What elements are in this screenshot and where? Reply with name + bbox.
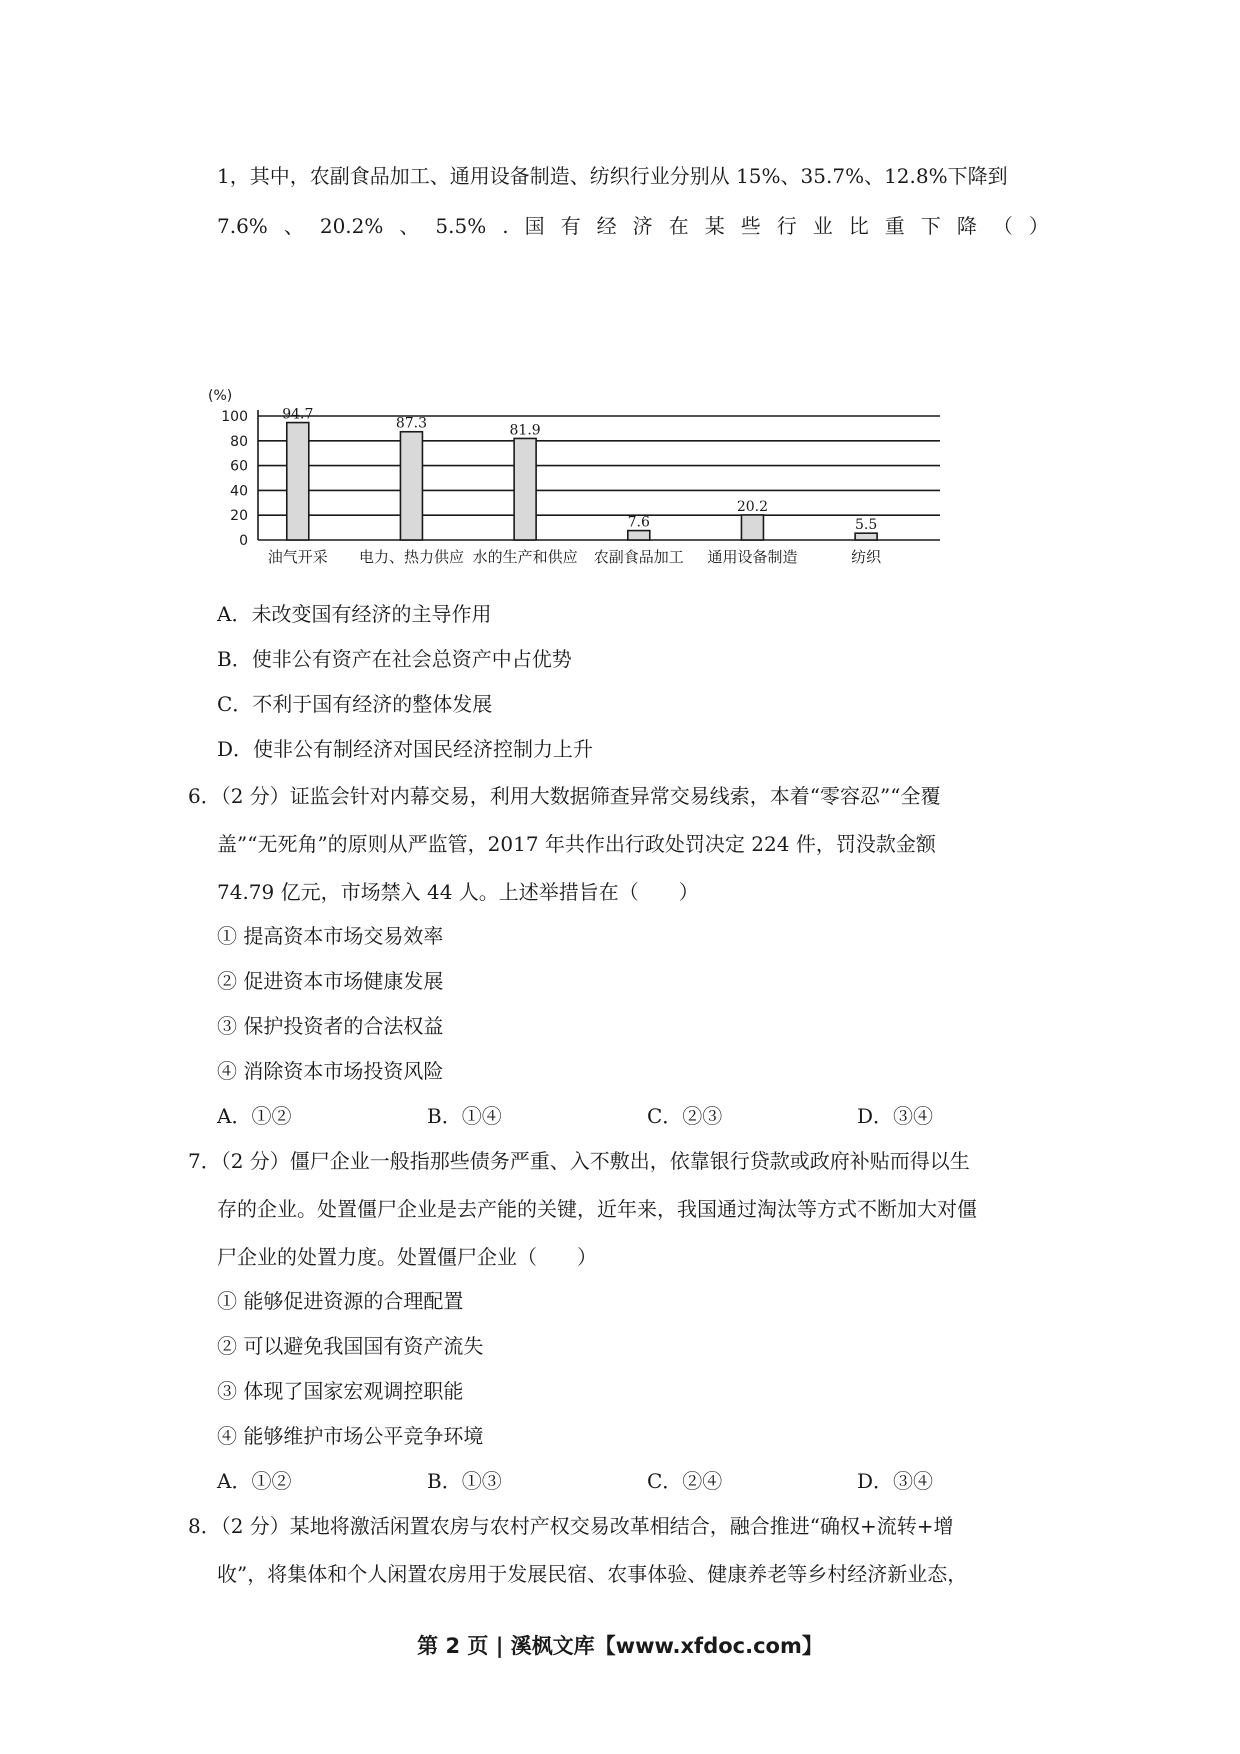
intro-line-2-token: 5.5% bbox=[435, 214, 487, 238]
q5-option-a[interactable]: A．未改变国有经济的主导作用 bbox=[217, 602, 492, 626]
intro-line-2-token: 重 bbox=[884, 214, 905, 238]
bar bbox=[628, 531, 650, 540]
intro-line-2-token: 些 bbox=[740, 214, 761, 238]
intro-line-2-token: 国 bbox=[524, 214, 545, 238]
q6-stem-line-3: 74.79 亿元，市场禁入 44 人。上述举措旨在（ ） bbox=[217, 880, 699, 904]
category-label: 电力、热力供应 bbox=[358, 548, 464, 566]
intro-line-2-token: 经 bbox=[596, 214, 617, 238]
bar-value-label: 7.6 bbox=[627, 514, 650, 531]
q7-item-4: ④ 能够维护市场公平竞争环境 bbox=[217, 1424, 484, 1448]
intro-line-2-token: 行 bbox=[776, 214, 797, 238]
q7-choice-a[interactable]: A．①② bbox=[217, 1469, 292, 1493]
category-label: 通用设备制造 bbox=[707, 548, 798, 566]
bar-value-label: 81.9 bbox=[509, 422, 541, 439]
y-tick-label: 20 bbox=[230, 508, 248, 525]
q6-item-1: ① 提高资本市场交易效率 bbox=[217, 924, 444, 948]
category-label: 纺织 bbox=[851, 548, 882, 566]
q6-item-4: ④ 消除资本市场投资风险 bbox=[217, 1059, 444, 1083]
category-label: 油气开采 bbox=[267, 548, 328, 566]
page-footer: 第 2 页 | 溪枫文库【www.xfdoc.com】 bbox=[417, 1634, 823, 1658]
q6-choice-d[interactable]: D．③④ bbox=[857, 1104, 934, 1128]
intro-line-2-token: 在 bbox=[668, 214, 689, 238]
q6-item-2: ② 促进资本市场健康发展 bbox=[217, 969, 444, 993]
intro-line-2-token: 业 bbox=[812, 214, 833, 238]
y-tick-label: 80 bbox=[230, 433, 248, 450]
bar-value-label: 87.3 bbox=[395, 415, 428, 432]
intro-line-2-token: 济 bbox=[632, 214, 653, 238]
q7-item-2: ② 可以避免我国国有资产流失 bbox=[217, 1334, 484, 1358]
bar bbox=[400, 432, 422, 540]
bar bbox=[855, 533, 877, 540]
y-tick-label: 0 bbox=[239, 533, 248, 549]
q8-stem-line-1: 8．（2 分）某地将激活闲置农房与农村产权交易改革相结合，融合推进“确权+流转+增 bbox=[188, 1514, 954, 1538]
intro-line-2-token: 比 bbox=[848, 214, 869, 238]
bar bbox=[514, 438, 536, 540]
q6-stem-line-2: 盖”“无死角”的原则从严监管，2017 年共作出行政处罚决定 224 件，罚没款金额 bbox=[217, 832, 936, 856]
bar bbox=[287, 423, 309, 540]
y-axis-unit-label: (%) bbox=[208, 388, 233, 404]
q8-stem-line-2: 收”，将集体和个人闲置农房用于发展民宿、农事体验、健康养老等乡村经济新业态， bbox=[217, 1562, 968, 1586]
q7-item-1: ① 能够促进资源的合理配置 bbox=[217, 1289, 464, 1313]
intro-line-2-token: 、 bbox=[399, 214, 420, 238]
q7-choice-c[interactable]: C．②④ bbox=[647, 1469, 723, 1493]
q7-choice-d[interactable]: D．③④ bbox=[857, 1469, 934, 1493]
intro-line-2-token: 某 bbox=[704, 214, 725, 238]
intro-line-2-token: ） bbox=[1028, 214, 1049, 238]
q6-choice-b[interactable]: B．①④ bbox=[427, 1104, 502, 1128]
intro-line-2-token: . bbox=[502, 214, 509, 238]
intro-line-2-token: 下 bbox=[920, 214, 941, 238]
intro-line-2-token: 有 bbox=[560, 214, 581, 238]
q7-item-3: ③ 体现了国家宏观调控职能 bbox=[217, 1379, 464, 1403]
intro-line-2-token: 7.6% bbox=[217, 214, 268, 238]
q6-choice-c[interactable]: C．②③ bbox=[647, 1104, 723, 1128]
q6-item-3: ③ 保护投资者的合法权益 bbox=[217, 1014, 444, 1038]
intro-line-2-token: 降 bbox=[956, 214, 977, 238]
intro-line-2-token: （ bbox=[992, 214, 1013, 238]
q7-stem-line-1: 7．（2 分）僵尸企业一般指那些债务严重、入不敷出，依靠银行贷款或政府补贴而得以生 bbox=[188, 1149, 970, 1173]
y-tick-label: 60 bbox=[230, 458, 248, 475]
bar-value-label: 94.7 bbox=[282, 406, 314, 423]
q5-option-c[interactable]: C．不利于国有经济的整体发展 bbox=[217, 692, 493, 716]
bar-value-label: 5.5 bbox=[854, 517, 878, 534]
bar bbox=[741, 515, 763, 540]
q6-choice-a[interactable]: A．①② bbox=[217, 1104, 292, 1128]
q7-stem-line-2: 存的企业。处置僵尸企业是去产能的关键，近年来，我国通过淘汰等方式不断加大对僵 bbox=[217, 1197, 977, 1221]
bar-value-label: 20.2 bbox=[736, 498, 769, 515]
intro-line-2-token: 20.2% bbox=[319, 214, 384, 238]
q5-option-d[interactable]: D．使非公有制经济对国民经济控制力上升 bbox=[217, 737, 594, 761]
industry-share-bar-chart bbox=[200, 380, 960, 580]
category-label: 农副食品加工 bbox=[593, 548, 684, 566]
intro-line-2-token: 、 bbox=[283, 214, 304, 238]
intro-line-2 bbox=[217, 212, 1049, 240]
q5-option-b[interactable]: B．使非公有资产在社会总资产中占优势 bbox=[217, 647, 572, 671]
y-tick-label: 40 bbox=[230, 483, 248, 500]
category-label: 水的生产和供应 bbox=[472, 548, 578, 566]
q7-choice-b[interactable]: B．①③ bbox=[427, 1469, 502, 1493]
q6-stem-line-1: 6．（2 分）证监会针对内幕交易，利用大数据筛查异常交易线索，本着“零容忍”“全覆 bbox=[188, 784, 941, 808]
y-tick-label: 100 bbox=[221, 409, 248, 425]
q7-stem-line-3: 尸企业的处置力度。处置僵尸企业（ ） bbox=[217, 1245, 597, 1269]
intro-line-1: 1，其中，农副食品加工、通用设备制造、纺织行业分别从 15%、35.7%、12.8%下降到 bbox=[217, 164, 1008, 188]
